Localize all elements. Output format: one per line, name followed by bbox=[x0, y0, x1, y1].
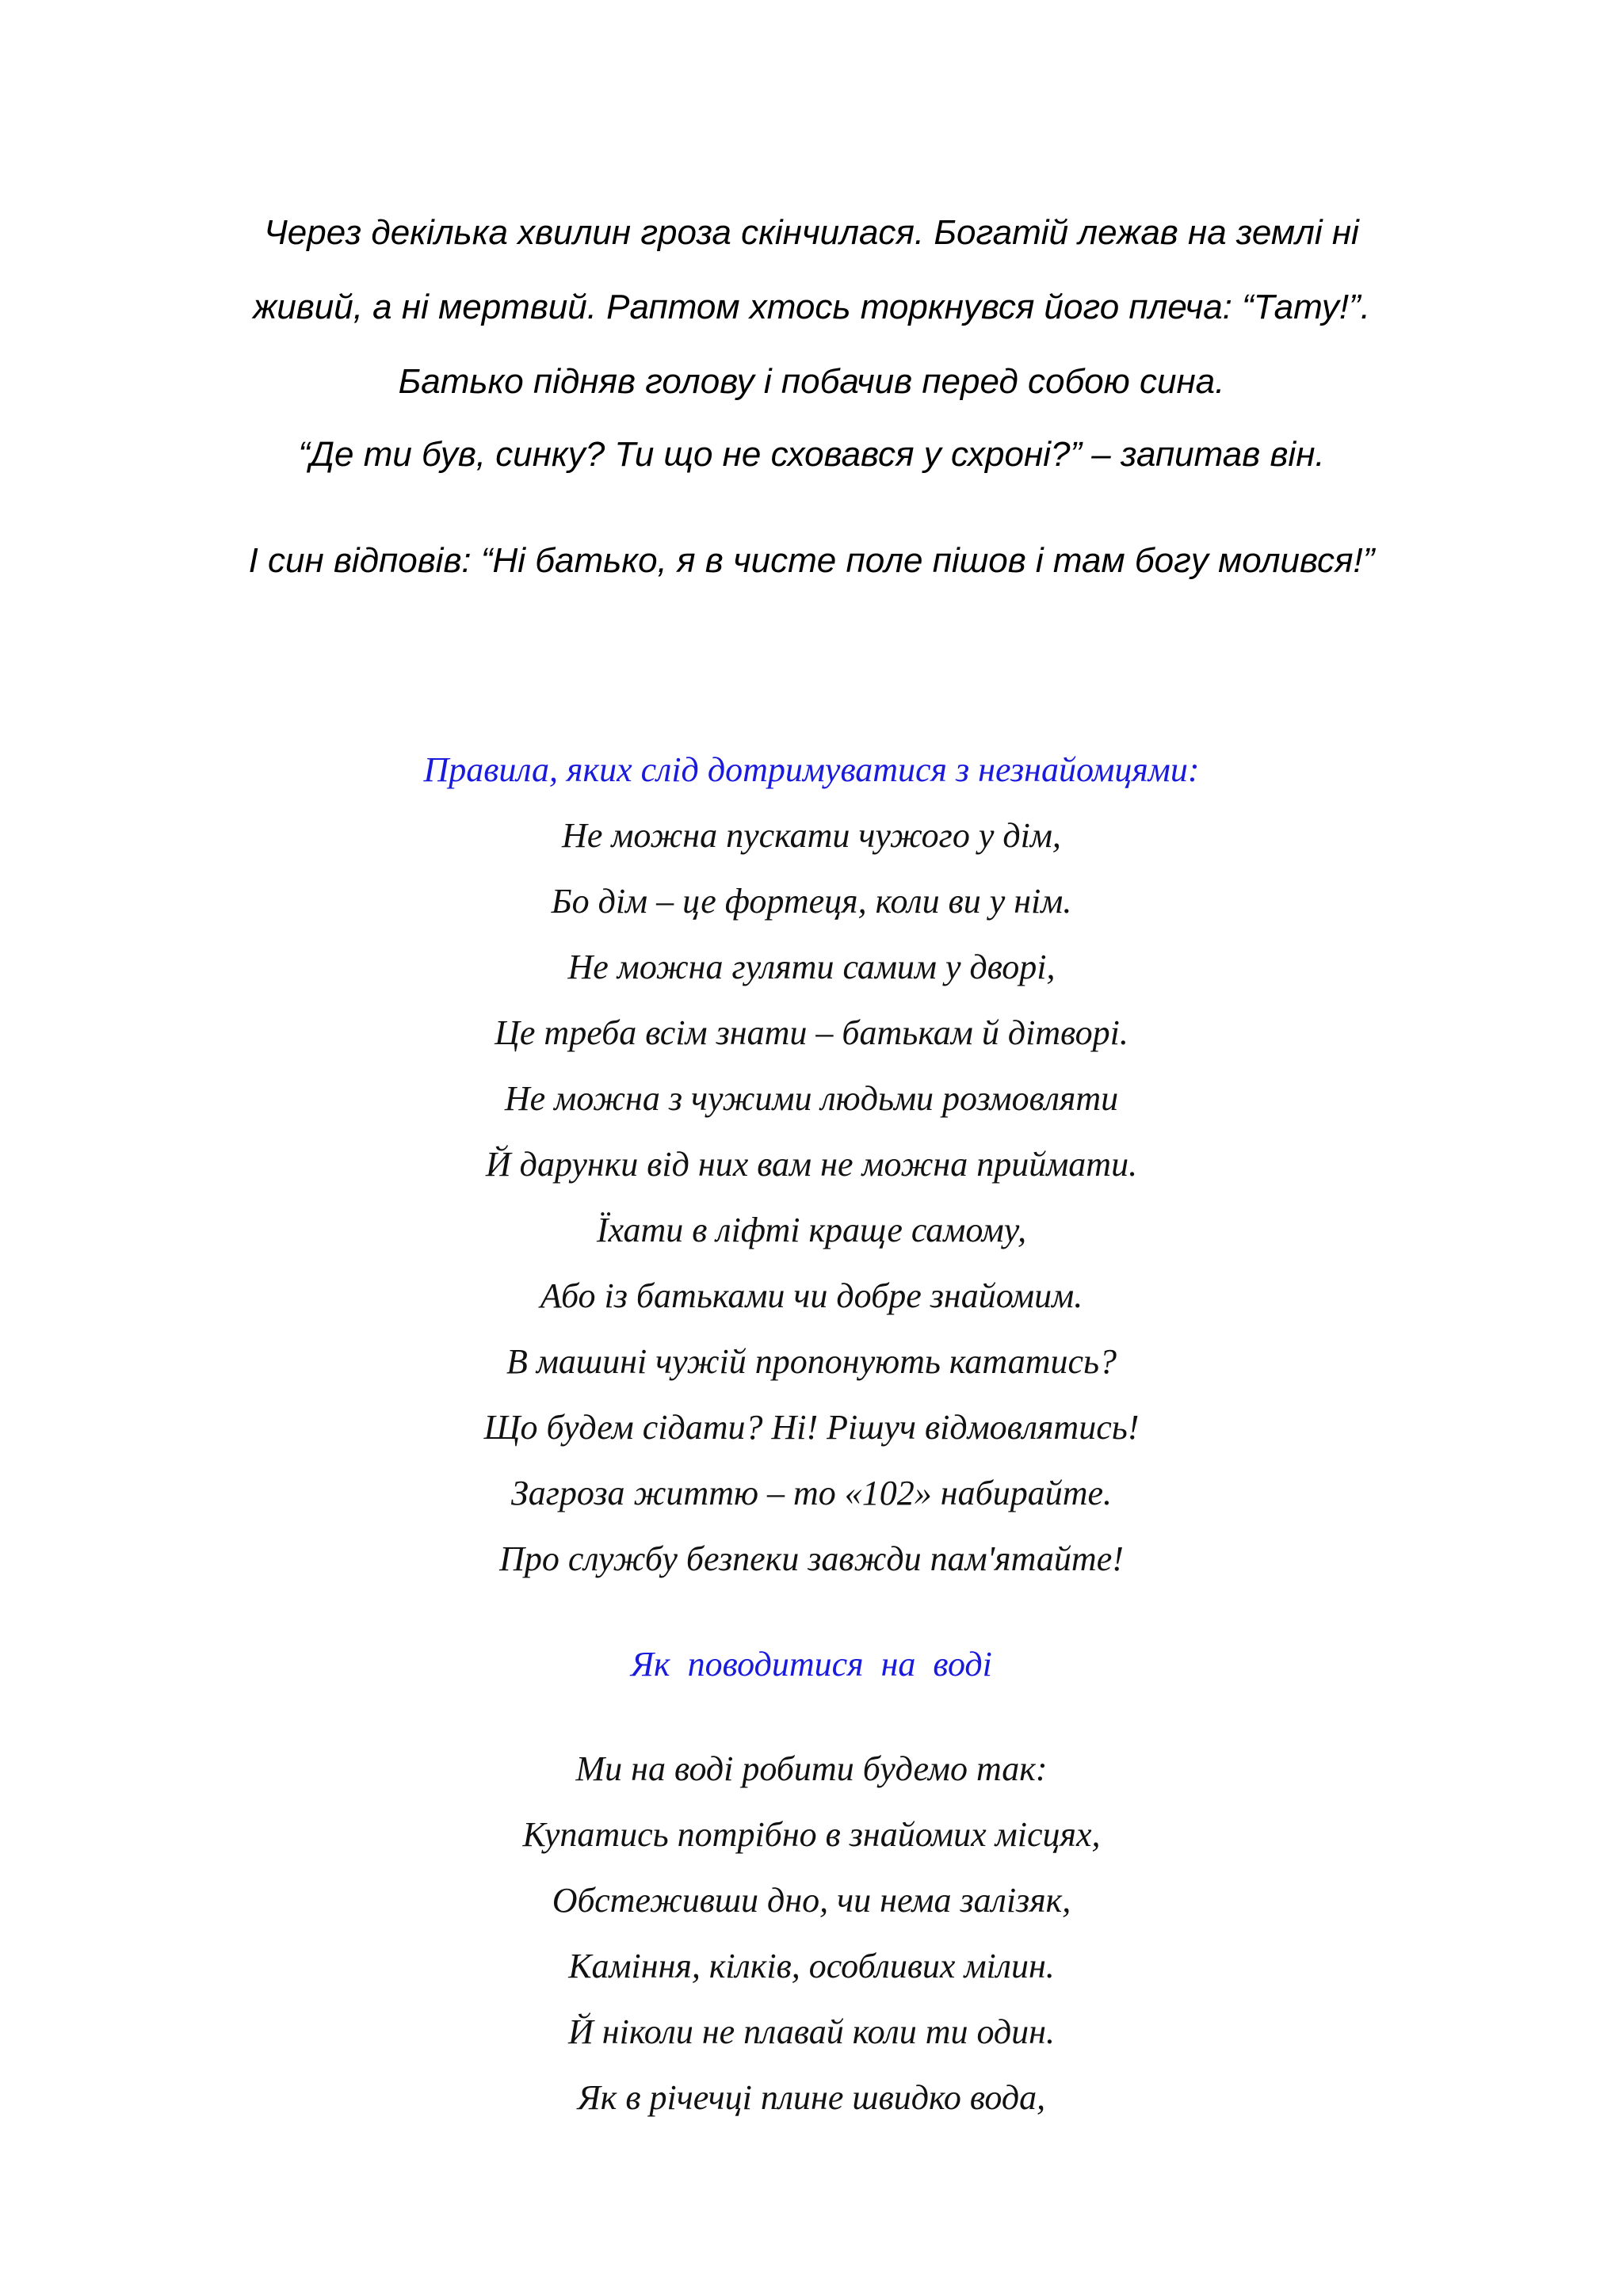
poem-line: Купатись потрібно в знайомих місцях, bbox=[522, 1815, 1101, 1854]
story-paragraph-2: “Де ти був, синку? Ти що не сховався у схроні?” – запитав він. bbox=[298, 435, 1325, 474]
poem-line: Це треба всім знати – батькам й дітворі. bbox=[495, 1013, 1128, 1052]
poem-line: Як в річечці плине швидко вода, bbox=[577, 2078, 1046, 2117]
poem-water bbox=[143, 1736, 1480, 2130]
story-paragraph-1 bbox=[143, 196, 1480, 419]
poem-line: Не можна гуляти самим у дворі, bbox=[567, 948, 1056, 986]
poem-line: В машині чужій пропонують кататись? bbox=[506, 1342, 1117, 1381]
section-heading-strangers: Правила, яких слід дотримуватися з незнайомцями: bbox=[423, 750, 1200, 789]
poem-line: Або із батьками чи добре знайомим. bbox=[540, 1276, 1083, 1315]
poem-line: Не можна пускати чужого у дім, bbox=[562, 816, 1061, 855]
poem-line: Бо дім – це фортеця, коли ви у нім. bbox=[551, 882, 1072, 921]
story-line: Через декілька хвилин гроза скінчилася. Богатій лежав на землі ні bbox=[264, 213, 1359, 252]
poem-line: Не можна з чужими людьми розмовляти bbox=[504, 1079, 1119, 1118]
poem-strangers bbox=[143, 803, 1480, 1592]
poem-line: Обстеживши дно, чи нема залізяк, bbox=[552, 1881, 1071, 1920]
story-paragraph-3: І син відповів: “Ні батько, я в чисте поле пішов і там богу молився!” bbox=[248, 541, 1375, 580]
poem-line: Їхати в ліфті краще самому, bbox=[596, 1211, 1027, 1249]
story-line: живий, а ні мертвий. Раптом хтось торкнувся його плеча: “Тату!”. bbox=[253, 288, 1370, 326]
section-heading-water: Як поводитися на воді bbox=[631, 1645, 992, 1684]
story-line: Батько підняв голову і побачив перед собою сина. bbox=[398, 362, 1225, 401]
poem-line: Каміння, кілків, особливих мілин. bbox=[568, 1947, 1055, 1985]
poem-line: Про службу безпеки завжди пам'ятайте! bbox=[499, 1539, 1124, 1578]
poem-line: Ми на воді робити будемо так: bbox=[575, 1749, 1048, 1788]
poem-line: Й дарунки від них вам не можна приймати. bbox=[485, 1145, 1138, 1184]
poem-line: Загроза життю – то «102» набирайте. bbox=[510, 1474, 1113, 1512]
poem-line: Й ніколи не плавай коли ти один. bbox=[568, 2012, 1055, 2051]
poem-line: Що будем сідати? Ні! Рішуч відмовлятись! bbox=[483, 1408, 1140, 1447]
